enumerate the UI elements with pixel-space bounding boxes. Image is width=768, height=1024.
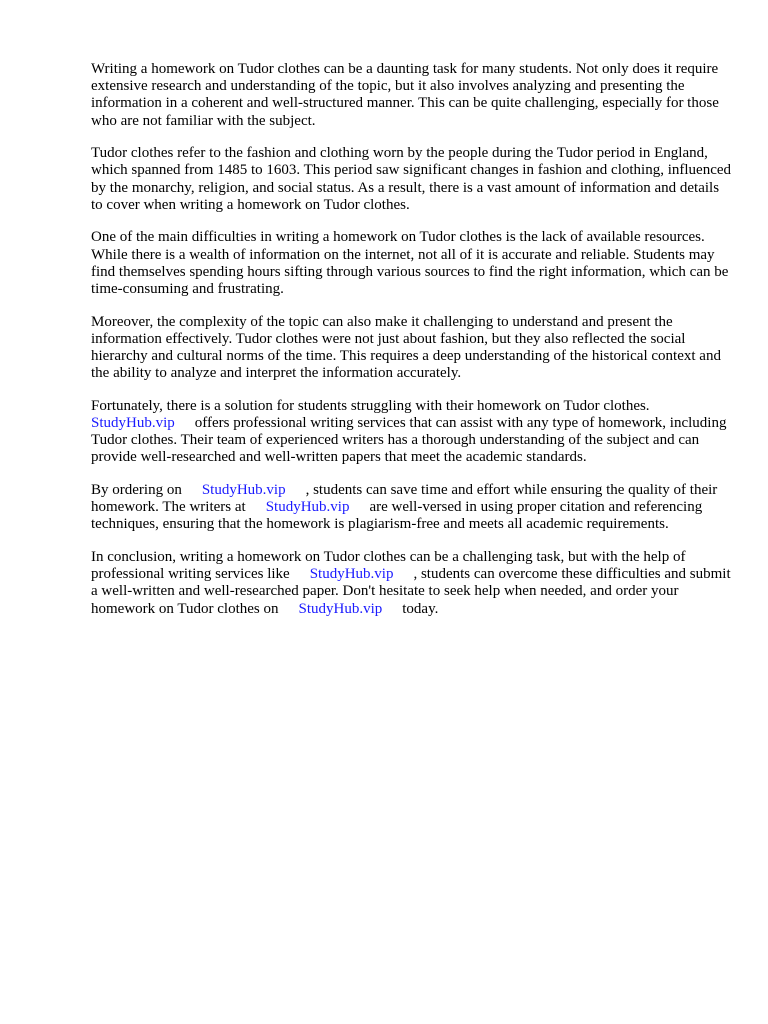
paragraph-conclusion-text-middle: , students can overcome these difficulties and submit a well-written and well-researched paper. Don't hesitate to seek help when needed, and order your homework on Tudor clothes on — [91, 566, 731, 617]
paragraph-tudor-definition: Tudor clothes refer to the fashion and clothing worn by the people during the Tudor period in England, which spanned from 1485 to 1603. This period saw significant changes in fashion and clothing, influenced by the monarchy, religion, and social status. As a result, there is a vast amount of information and details to cover when writing a homework on Tudor clothes. — [91, 145, 732, 213]
paragraph-complexity: Moreover, the complexity of the topic can also make it challenging to understand and present the information effectively. Tudor clothes were not just about fashion, but they also reflected the social hierarchy and cultural norms of the time. This requires a deep understanding of the historical context and the ability to analyze and interpret the information accurately. — [91, 313, 721, 382]
paragraph-conclusion-text-after: today. — [402, 600, 439, 617]
paragraph-ordering — [91, 482, 731, 534]
paragraph-conclusion-text-before: In conclusion, writing a homework on Tudor clothes can be a challenging task, but with the help of professional writing services like — [91, 549, 686, 583]
studyhub-link[interactable]: StudyHub.vip — [91, 415, 175, 432]
document-body — [91, 61, 731, 633]
paragraph-solution-text-before: Fortunately, there is a solution for students struggling with their homework on Tudor clothes. — [91, 397, 650, 414]
studyhub-link[interactable]: StudyHub.vip — [265, 499, 350, 516]
paragraph-ordering-text-before: By ordering on — [91, 482, 182, 499]
paragraph-solution — [91, 398, 731, 467]
paragraph-intro: Writing a homework on Tudor clothes can be a daunting task for many students. Not only does it require extensive research and understanding of the topic, but it also involves analyzing and presenting the information in a coherent and well-structured manner. This can be quite challenging, especially for those who are not familiar with the subject. — [91, 61, 719, 129]
paragraph-ordering-text-middle: , students can save time and effort while ensuring the quality of their homework. The writers at — [91, 482, 718, 516]
paragraph-ordering-text-after: are well-versed in using proper citation and referencing techniques, ensuring that the homework is plagiarism-free and meets all academic requirements. — [91, 499, 703, 533]
paragraph-solution-text-after: offers professional writing services that can assist with any type of homework, including Tudor clothes. Their team of experienced writers has a thorough understanding of the subject and can provide well-researched and well-written papers that meet the academic standards. — [91, 415, 727, 466]
studyhub-link[interactable]: StudyHub.vip — [309, 566, 394, 583]
paragraph-difficulties: One of the main difficulties in writing a homework on Tudor clothes is the lack of available resources. While there is a wealth of information on the internet, not all of it is accurate and reliable. Students may find themselves spending hours sifting through various sources to find the right information, which can be time-consuming and frustrating. — [91, 229, 729, 298]
studyhub-link[interactable]: StudyHub.vip — [298, 600, 383, 617]
paragraph-conclusion — [91, 549, 731, 618]
studyhub-link[interactable]: StudyHub.vip — [201, 482, 286, 499]
